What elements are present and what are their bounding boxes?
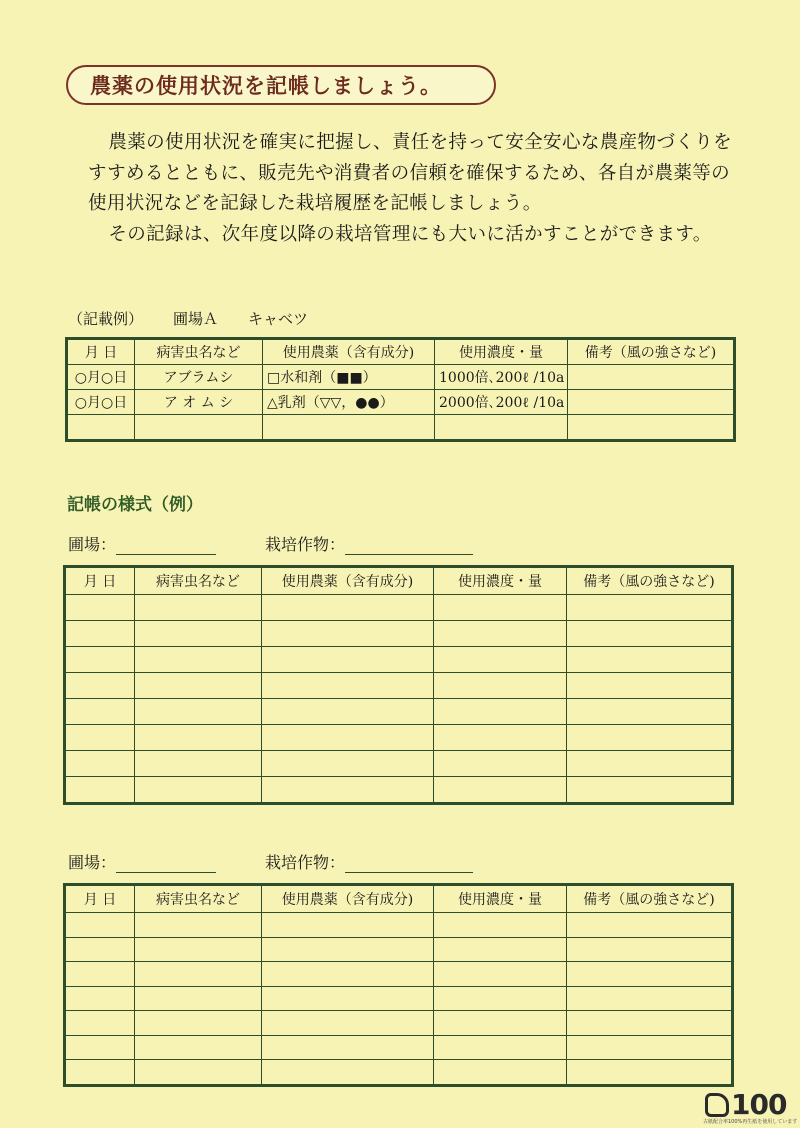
cell-notes	[568, 415, 735, 441]
example-label: （記載例）	[68, 310, 144, 328]
cell-concentration[interactable]	[434, 751, 567, 777]
cell-pesticide[interactable]	[262, 621, 434, 647]
cell-notes[interactable]	[567, 595, 733, 621]
table-row	[65, 595, 733, 621]
cell-pesticide[interactable]	[262, 937, 434, 962]
table-row	[67, 390, 735, 415]
example-crop: キャベツ	[248, 310, 309, 328]
cell-date[interactable]	[65, 777, 135, 804]
cell-pest[interactable]	[135, 751, 262, 777]
header-row	[65, 885, 733, 913]
cell-notes	[568, 390, 735, 415]
cell-date[interactable]	[65, 621, 135, 647]
cell-pesticide[interactable]	[262, 1035, 434, 1060]
cell-date: ○月○日	[67, 390, 135, 415]
cell-pesticide[interactable]	[262, 986, 434, 1011]
cell-pesticide: △乳剤（▽▽，●●）	[263, 390, 435, 415]
form2-crop-label: 栽培作物：	[265, 853, 346, 872]
header-concentration: 使用濃度・量	[435, 339, 568, 365]
recycle-logo	[705, 1088, 786, 1121]
table-row	[65, 937, 733, 962]
cell-pest[interactable]	[135, 1060, 262, 1086]
cell-notes[interactable]	[567, 1011, 733, 1036]
cell-pest: アブラムシ	[135, 365, 263, 390]
cell-pesticide[interactable]	[262, 725, 434, 751]
cell-date[interactable]	[65, 913, 135, 938]
cell-pest[interactable]	[135, 937, 262, 962]
cell-date[interactable]	[65, 1035, 135, 1060]
cell-pest: ア オ ム シ	[135, 390, 263, 415]
cell-notes[interactable]	[567, 913, 733, 938]
header-pesticide: 使用農薬（含有成分)	[262, 885, 434, 913]
cell-pesticide[interactable]	[262, 699, 434, 725]
cell-notes[interactable]	[567, 621, 733, 647]
table-row	[67, 365, 735, 390]
cell-concentration[interactable]	[434, 647, 567, 673]
cell-notes[interactable]	[567, 1060, 733, 1086]
header-notes: 備考（風の強さなど)	[567, 567, 733, 595]
form-table-1	[63, 565, 734, 805]
cell-notes[interactable]	[567, 986, 733, 1011]
example-field: 圃場Ａ	[173, 310, 219, 328]
header-pest: 病害虫名など	[135, 339, 263, 365]
cell-concentration[interactable]	[434, 1035, 567, 1060]
cell-date[interactable]	[65, 673, 135, 699]
form1-field-line[interactable]	[116, 536, 216, 555]
header-pesticide: 使用農薬（含有成分)	[263, 339, 435, 365]
table-row	[65, 913, 733, 938]
cell-notes	[568, 365, 735, 390]
cell-pest[interactable]	[135, 621, 262, 647]
recycle-note: 古紙配合率100%再生紙を使用しています	[703, 1119, 798, 1125]
table-row	[65, 647, 733, 673]
cell-pest[interactable]	[135, 1035, 262, 1060]
cell-date	[67, 415, 135, 441]
cell-notes[interactable]	[567, 937, 733, 962]
cell-pesticide[interactable]	[262, 913, 434, 938]
cell-concentration[interactable]	[434, 913, 567, 938]
cell-date[interactable]	[65, 937, 135, 962]
table-row	[65, 751, 733, 777]
cell-pesticide[interactable]	[262, 751, 434, 777]
table-row	[65, 777, 733, 804]
cell-concentration[interactable]	[434, 962, 567, 987]
header-pest: 病害虫名など	[135, 885, 262, 913]
table-row	[65, 962, 733, 987]
example-caption	[68, 308, 338, 329]
header-row	[67, 339, 735, 365]
cell-concentration[interactable]	[434, 673, 567, 699]
header-concentration: 使用濃度・量	[434, 567, 567, 595]
cell-pesticide[interactable]	[262, 1011, 434, 1036]
recycle-logo-text: 100	[731, 1088, 787, 1121]
table-row	[65, 673, 733, 699]
cell-notes[interactable]	[567, 725, 733, 751]
form2-field-label: 圃場：	[68, 853, 117, 872]
intro-paragraph-2: その記録は、次年度以降の栽培管理にも大いに活かすことができます。	[108, 223, 712, 245]
cell-pesticide[interactable]	[262, 1060, 434, 1086]
cell-notes[interactable]	[567, 777, 733, 804]
form1-crop-label-group	[265, 532, 473, 555]
recycle-r-icon	[705, 1093, 729, 1117]
cell-concentration[interactable]	[434, 621, 567, 647]
cell-pest[interactable]	[135, 673, 262, 699]
cell-date[interactable]	[65, 1011, 135, 1036]
cell-notes[interactable]	[567, 962, 733, 987]
form1-crop-label: 栽培作物：	[265, 535, 346, 554]
cell-date: ○月○日	[67, 365, 135, 390]
cell-pest[interactable]	[135, 913, 262, 938]
cell-pest[interactable]	[135, 1011, 262, 1036]
header-date: 月 日	[67, 339, 135, 365]
form2-field-label-group	[68, 850, 216, 873]
cell-date[interactable]	[65, 725, 135, 751]
cell-concentration[interactable]	[434, 595, 567, 621]
cell-notes[interactable]	[567, 751, 733, 777]
cell-date[interactable]	[65, 699, 135, 725]
cell-notes[interactable]	[567, 673, 733, 699]
cell-concentration[interactable]	[434, 699, 567, 725]
form-table-2	[63, 883, 734, 1087]
cell-concentration[interactable]	[434, 1060, 567, 1086]
cell-date[interactable]	[65, 595, 135, 621]
cell-concentration[interactable]	[434, 777, 567, 804]
cell-pesticide[interactable]	[262, 962, 434, 987]
cell-notes[interactable]	[567, 699, 733, 725]
table-row	[65, 1035, 733, 1060]
cell-pesticide[interactable]	[262, 673, 434, 699]
cell-concentration: 2000倍､200ℓ /10a	[435, 390, 568, 415]
header-pest: 病害虫名など	[135, 567, 262, 595]
table-row	[65, 1060, 733, 1086]
cell-pest[interactable]	[135, 986, 262, 1011]
header-notes: 備考（風の強さなど)	[568, 339, 735, 365]
example-table	[65, 337, 736, 442]
cell-date[interactable]	[65, 962, 135, 987]
form1-field-label-group	[68, 532, 216, 555]
section-title: 記帳の様式（例）	[67, 495, 203, 515]
cell-pesticide: □水和剤（■■）	[263, 365, 435, 390]
cell-concentration: 1000倍､200ℓ /10a	[435, 365, 568, 390]
form1-crop-line[interactable]	[345, 536, 473, 555]
table-row	[65, 1011, 733, 1036]
cell-concentration[interactable]	[434, 986, 567, 1011]
cell-pest[interactable]	[135, 699, 262, 725]
cell-pest	[135, 415, 263, 441]
intro-text	[88, 128, 738, 250]
table-row	[65, 986, 733, 1011]
header-pesticide: 使用農薬（含有成分)	[262, 567, 434, 595]
cell-notes[interactable]	[567, 1035, 733, 1060]
form2-crop-label-group	[265, 850, 473, 873]
form2-field-line[interactable]	[116, 854, 216, 873]
header-concentration: 使用濃度・量	[434, 885, 567, 913]
form1-field-label: 圃場：	[68, 535, 117, 554]
cell-concentration[interactable]	[434, 937, 567, 962]
cell-pesticide[interactable]	[262, 595, 434, 621]
cell-pest[interactable]	[135, 647, 262, 673]
header-notes: 備考（風の強さなど)	[567, 885, 733, 913]
cell-pest[interactable]	[135, 962, 262, 987]
table-row	[65, 621, 733, 647]
page-title: 農薬の使用状況を記帳しましょう。	[66, 65, 496, 105]
intro-paragraph-1: 農薬の使用状況を確実に把握し、責任を持って安全安心な農産物づくりをすすめるとともに、販売先や消費者の信頼を確保するため、各自が農薬等の使用状況などを記録した栽培履歴を記帳しましょう。	[88, 132, 733, 214]
cell-pest[interactable]	[135, 725, 262, 751]
cell-date[interactable]	[65, 647, 135, 673]
cell-date[interactable]	[65, 1060, 135, 1086]
cell-concentration[interactable]	[434, 725, 567, 751]
cell-pest[interactable]	[135, 595, 262, 621]
cell-notes[interactable]	[567, 647, 733, 673]
header-date: 月 日	[65, 567, 135, 595]
cell-pesticide	[263, 415, 435, 441]
form2-crop-line[interactable]	[345, 854, 473, 873]
cell-pesticide[interactable]	[262, 777, 434, 804]
header-date: 月 日	[65, 885, 135, 913]
cell-pest[interactable]	[135, 777, 262, 804]
cell-concentration[interactable]	[434, 1011, 567, 1036]
header-row	[65, 567, 733, 595]
cell-concentration	[435, 415, 568, 441]
cell-date[interactable]	[65, 986, 135, 1011]
table-row	[67, 415, 735, 441]
cell-pesticide[interactable]	[262, 647, 434, 673]
table-row	[65, 699, 733, 725]
table-row	[65, 725, 733, 751]
cell-date[interactable]	[65, 751, 135, 777]
